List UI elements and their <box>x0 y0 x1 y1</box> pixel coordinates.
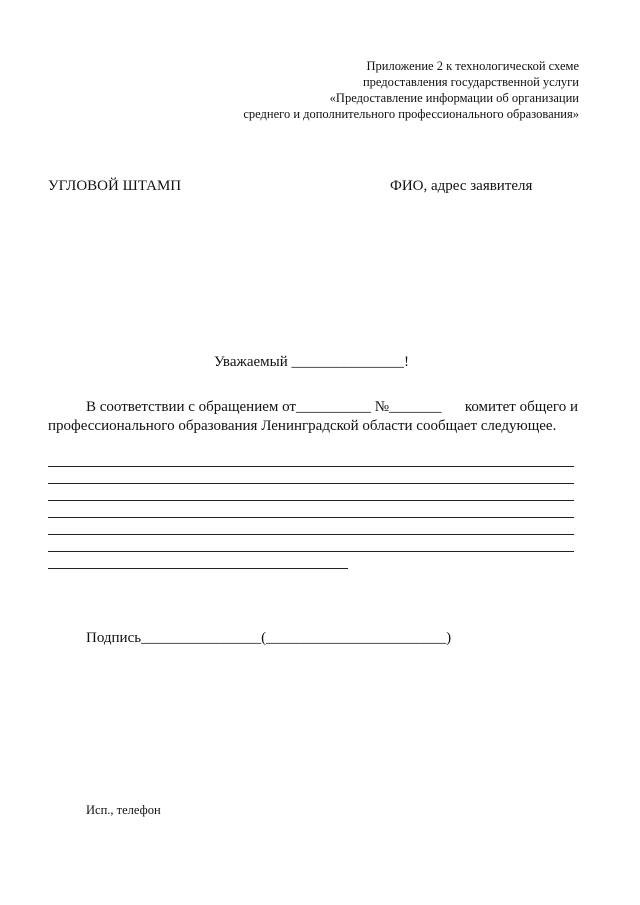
greeting: Уважаемый _______________! <box>214 354 409 370</box>
signature-line: Подпись________________(________________________) <box>86 630 452 646</box>
body-line: профессионального образования Ленинградской области сообщает следующее. <box>48 418 557 434</box>
blank-line <box>48 484 574 501</box>
body-line-start: В соответствии с обращением от__________ №_______ <box>86 399 442 415</box>
executor-phone: Исп., телефон <box>86 803 161 817</box>
appendix-line: «Предоставление информации об организации <box>329 91 579 105</box>
blank-lines <box>48 450 574 569</box>
blank-line <box>48 552 348 569</box>
appendix-line: среднего и дополнительного профессионального образования» <box>243 107 579 121</box>
body-line-end: комитет общего и <box>464 399 578 415</box>
corner-stamp-label: УГЛОВОЙ ШТАМП <box>48 178 182 194</box>
applicant-label: ФИО, адрес заявителя <box>390 178 533 194</box>
appendix-line: Приложение 2 к технологической схеме <box>366 59 579 73</box>
body-line <box>48 398 578 417</box>
appendix-line: предоставления государственной услуги <box>362 75 579 89</box>
blank-line <box>48 518 574 535</box>
body-paragraph <box>48 398 578 436</box>
blank-line <box>48 535 574 552</box>
appendix-note <box>159 58 579 122</box>
blank-line <box>48 450 574 467</box>
blank-line <box>48 501 574 518</box>
blank-line <box>48 467 574 484</box>
